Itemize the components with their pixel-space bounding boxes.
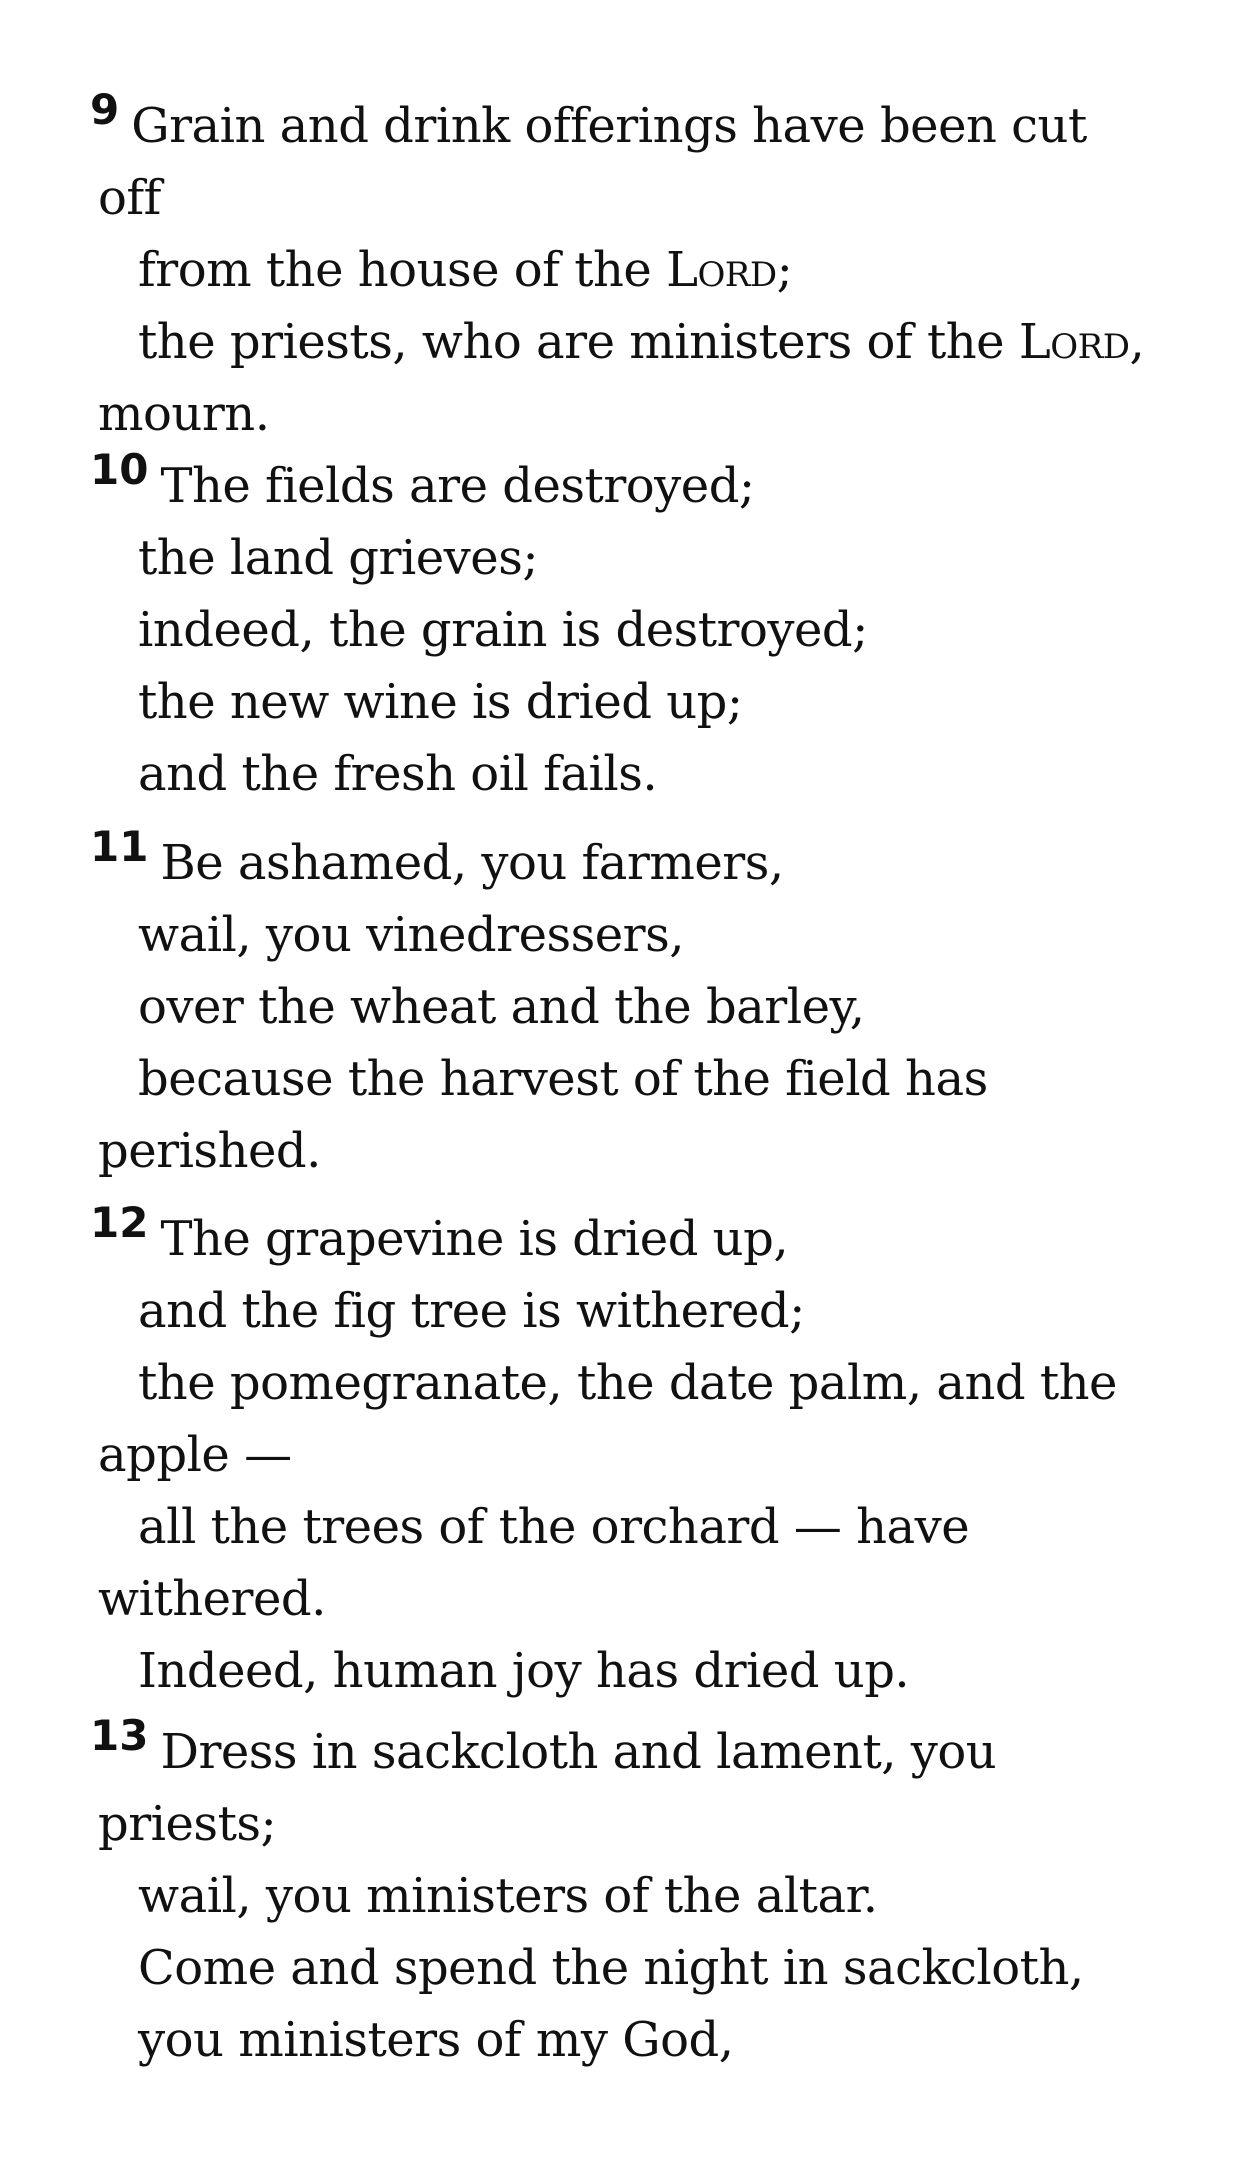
verse-text: The grapevine is dried up, [160,1211,789,1267]
verse-number: 13 [90,1711,149,1760]
verse-line: indeed, the grain is destroyed; [138,602,868,658]
verse-line [0,822,988,899]
verse-line: and the fig tree is withered; [138,1283,805,1339]
verse-line: off [98,170,161,226]
verse-line: mourn. [98,386,270,442]
verse-line: withered. [98,1571,326,1627]
divine-name: Lord [666,242,777,298]
verse-line [0,1711,1084,1788]
verse-text: Be ashamed, you farmers, [160,835,784,891]
verse-line: perished. [98,1123,321,1179]
verse-line: the pomegranate, the date palm, and the [138,1355,1117,1411]
verse-line: apple — [98,1427,292,1483]
verse-text: the priests, who are ministers of the [138,314,1019,370]
verse-9 [0,85,1145,450]
verse-text: Grain and drink offerings have been cut [131,98,1087,154]
verse-text: Dress in sackcloth and lament, you [160,1724,997,1780]
verse-number: 9 [90,85,120,134]
verse-line [0,306,1144,378]
verse-number: 11 [90,822,149,871]
verse-line: over the wheat and the barley, [138,979,865,1035]
verse-line: the land grieves; [138,530,538,586]
verse-line [0,85,1144,162]
verse-number: 10 [90,445,149,494]
verse-text: , [1129,314,1145,370]
verse-line: wail, you vinedressers, [138,907,684,963]
verse-12 [0,1198,1117,1707]
verse-line [0,234,1144,306]
verse-13 [0,1711,1084,2076]
verse-text: from the house of the [138,242,667,298]
verse-line: all the trees of the orchard — have [138,1499,970,1555]
verse-number: 12 [90,1198,149,1247]
divine-name: Lord [1018,314,1130,370]
verse-line: wail, you ministers of the altar. [138,1868,878,1924]
verse-text: The fields are destroyed; [160,458,755,514]
verse-line: and the fresh oil fails. [138,746,658,802]
verse-10 [0,445,868,810]
verse-line: Indeed, human joy has dried up. [138,1643,910,1699]
verse-line: the new wine is dried up; [138,674,743,730]
verse-line: priests; [98,1796,277,1852]
verse-text: ; [776,242,793,298]
verse-11 [0,822,988,1187]
verse-line [0,1198,1117,1275]
verse-line: Come and spend the night in sackcloth, [138,1940,1084,1996]
verse-line [0,445,868,522]
verse-line: you ministers of my God, [138,2012,734,2068]
verse-line: because the harvest of the field has [138,1051,988,1107]
